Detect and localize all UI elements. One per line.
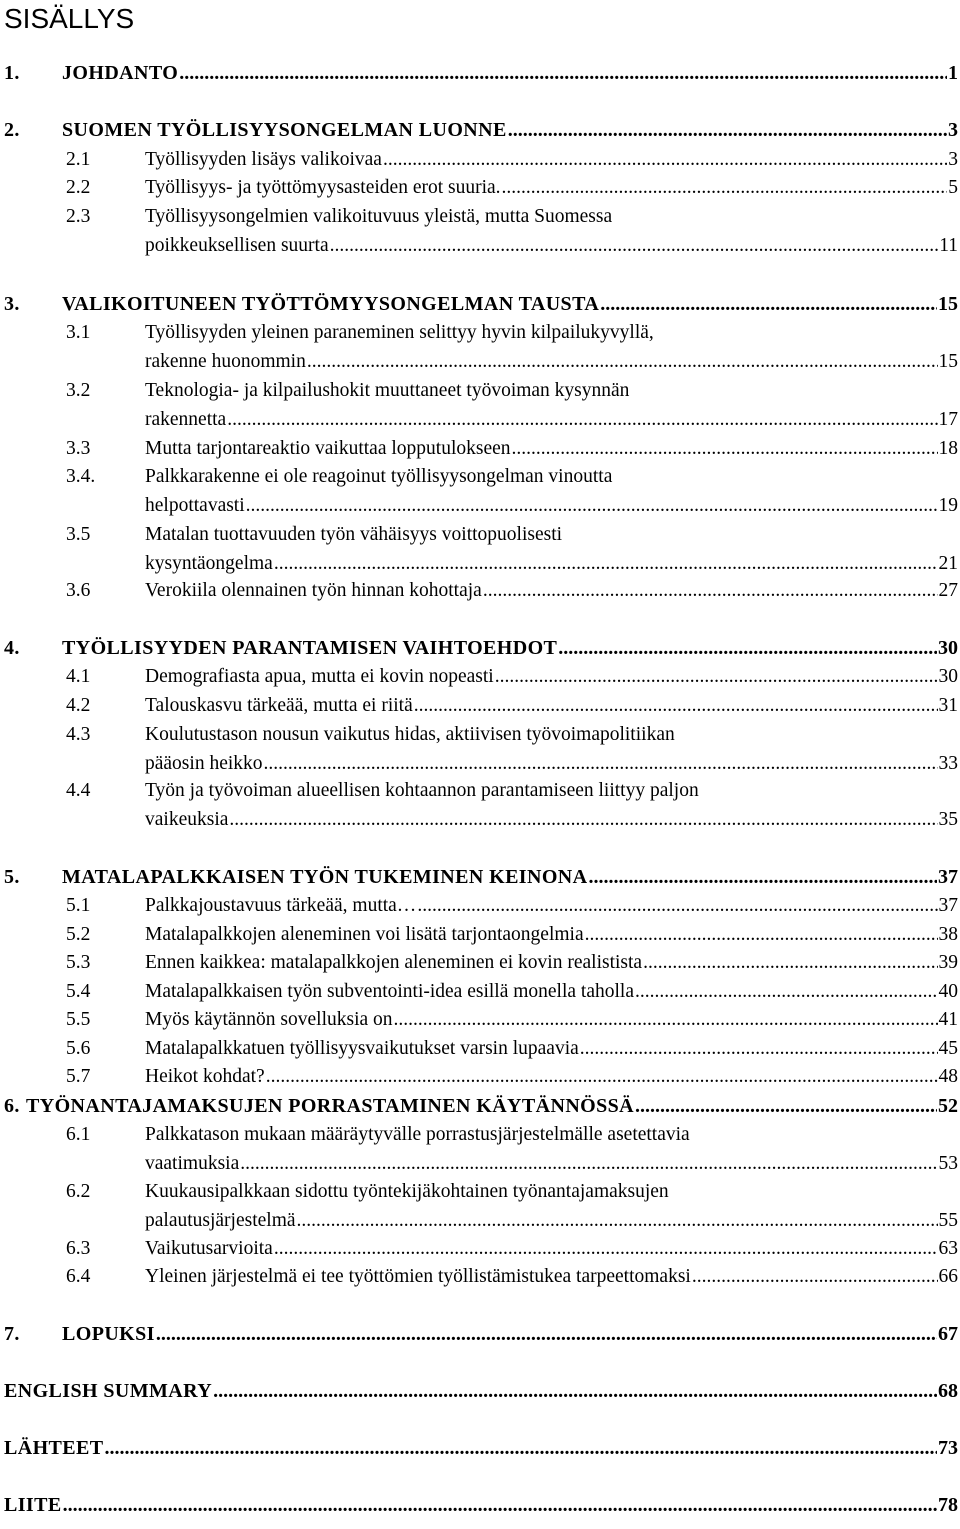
- toc-entry-number: 5.3: [66, 952, 91, 973]
- toc-entry-title: Vaikutusarvioita: [145, 1238, 273, 1259]
- toc-entry-title: Matalapalkkatuen työllisyysvaikutukset varsin lupaavia: [145, 1038, 579, 1059]
- toc-entry-number: 6.: [4, 1095, 20, 1117]
- toc-dot-leader: [266, 1063, 938, 1091]
- toc-entry-number: 4.3: [66, 724, 91, 745]
- toc-entry-title: VALIKOITUNEEN TYÖTTÖMYYSONGELMAN TAUSTA: [62, 293, 600, 315]
- toc-dot-leader: [417, 892, 937, 920]
- page-title: SISÄLLYS: [4, 3, 135, 34]
- toc-entry-number: 5.6: [66, 1038, 91, 1059]
- toc-page-number: 53: [938, 1152, 958, 1174]
- toc-dot-leader: [495, 663, 938, 691]
- toc-dot-leader: [635, 1092, 937, 1120]
- toc-entry-title: poikkeuksellisen suurta: [145, 234, 329, 256]
- toc-page-number: 19: [938, 494, 958, 516]
- toc-entry-title: helpottavasti: [145, 494, 245, 516]
- toc-entry-title: Kuukausipalkkaan sidottu työntekijäkohtainen työnantajamaksujen: [145, 1181, 669, 1202]
- toc-entry-title: Teknologia- ja kilpailushokit muuttaneet työvoiman kysynnän: [145, 380, 630, 401]
- toc-entry-title: Ennen kaikkea: matalapalkkojen aleneminen ei kovin realistista: [145, 952, 643, 973]
- toc-entry-title: Palkkajoustavuus tärkeää, mutta…: [145, 895, 417, 916]
- toc-page-number: 40: [938, 981, 958, 1002]
- toc-dot-leader: [264, 750, 938, 778]
- toc-entry-number: 7.: [4, 1323, 20, 1345]
- toc-dot-leader: [512, 435, 938, 463]
- toc-dot-leader: [330, 232, 939, 260]
- toc-entry-title: Myös käytännön sovelluksia on: [145, 1009, 393, 1030]
- toc-dot-leader: [307, 348, 938, 376]
- toc-dot-leader: [229, 806, 937, 834]
- toc-entry-title: Työllisyysongelmien valikoituvuus yleistä, mutta Suomessa: [145, 206, 613, 227]
- toc-dot-leader: [502, 174, 948, 202]
- toc-page-number: 1: [948, 62, 958, 84]
- toc-dot-leader: [383, 146, 947, 174]
- toc-dot-leader: [643, 949, 937, 977]
- toc-entry-number: 3.6: [66, 580, 91, 601]
- toc-dot-leader: [240, 1150, 937, 1178]
- toc-entry-number: 4.2: [66, 695, 91, 716]
- toc-entry-title: Työllisyyden lisäys valikoivaa: [145, 149, 382, 170]
- toc-page-number: 67: [938, 1323, 958, 1345]
- toc-page-number: 39: [938, 952, 958, 973]
- toc-dot-leader: [213, 1377, 937, 1405]
- toc-entry-title: JOHDANTO: [62, 62, 179, 84]
- toc-dot-leader: [246, 492, 938, 520]
- toc-entry-title: Demografiasta apua, mutta ei kovin nopeasti: [145, 666, 494, 687]
- toc-entry-title: Yleinen järjestelmä ei tee työttömien työllistämistukea tarpeettomaksi: [145, 1266, 691, 1287]
- toc-entry-number: 6.3: [66, 1238, 91, 1259]
- toc-page-number: 27: [938, 580, 958, 601]
- toc-dot-leader: [274, 550, 938, 578]
- toc-entry-title: TYÖLLISYYDEN PARANTAMISEN VAIHTOEHDOT: [62, 637, 558, 659]
- toc-dot-leader: [580, 1035, 938, 1063]
- toc-entry-number: 5.5: [66, 1009, 91, 1030]
- toc-entry-number: 2.3: [66, 206, 91, 227]
- toc-dot-leader: [635, 978, 938, 1006]
- toc-dot-leader: [483, 577, 938, 605]
- toc-entry-number: 4.: [4, 637, 20, 659]
- toc-entry-number: 4.1: [66, 666, 91, 687]
- toc-page-number: 15: [938, 293, 958, 315]
- toc-page-number: 33: [938, 752, 958, 774]
- toc-page-number: 3: [948, 149, 958, 170]
- toc-entry-title: Palkkatason mukaan määräytyvälle porrastusjärjestelmälle asetettavia: [145, 1124, 690, 1145]
- toc-dot-leader: [414, 692, 938, 720]
- toc-page-number: 41: [938, 1009, 958, 1030]
- toc-entry-title: LÄHTEET: [4, 1437, 104, 1459]
- toc-page-number: 37: [938, 895, 958, 916]
- toc-page-number: 45: [938, 1038, 958, 1059]
- toc-entry-title: TYÖNANTAJAMAKSUJEN PORRASTAMINEN KÄYTÄNNÖSSÄ: [26, 1095, 635, 1117]
- toc-entry-title: LOPUKSI: [62, 1323, 155, 1345]
- toc-entry-title: MATALAPALKKAISEN TYÖN TUKEMINEN KEINONA: [62, 866, 588, 888]
- toc-entry-title: Mutta tarjontareaktio vaikuttaa lopputulokseen: [145, 438, 511, 459]
- toc-entry-number: 5.7: [66, 1066, 91, 1087]
- toc-entry-title: ENGLISH SUMMARY: [4, 1380, 213, 1402]
- toc-entry-number: 3.1: [66, 322, 91, 343]
- toc-dot-leader: [156, 1320, 937, 1348]
- toc-entry-title: Koulutustason nousun vaikutus hidas, aktiivisen työvoimapolitiikan: [145, 724, 675, 745]
- toc-dot-leader: [558, 634, 937, 662]
- toc-entry-number: 5.1: [66, 895, 91, 916]
- toc-page-number: 37: [938, 866, 958, 888]
- toc-entry-title: vaatimuksia: [145, 1152, 240, 1174]
- toc-dot-leader: [588, 863, 937, 891]
- toc-page-number: 63: [938, 1238, 958, 1259]
- toc-entry-title: Heikot kohdat?: [145, 1066, 265, 1087]
- toc-dot-leader: [297, 1207, 938, 1235]
- toc-entry-title: Palkkarakenne ei ole reagoinut työllisyysongelman vinoutta: [145, 466, 613, 487]
- toc-entry-number: 3.: [4, 293, 20, 315]
- toc-entry-title: Talouskasvu tärkeää, mutta ei riitä: [145, 695, 413, 716]
- toc-page-number: 52: [938, 1095, 958, 1117]
- toc-entry-number: 5.: [4, 866, 20, 888]
- toc-entry-title: LIITE: [4, 1494, 62, 1516]
- toc-dot-leader: [508, 116, 947, 144]
- toc-entry-title: Matalan tuottavuuden työn vähäisyys voittopuolisesti: [145, 524, 563, 545]
- toc-page-number: 48: [938, 1066, 958, 1087]
- toc-dot-leader: [692, 1263, 938, 1291]
- toc-page-number: 66: [938, 1266, 958, 1287]
- toc-page-number: 5: [948, 177, 958, 198]
- toc-entry-title: pääosin heikko: [145, 752, 263, 774]
- toc-entry-title: SUOMEN TYÖLLISYYSONGELMAN LUONNE: [62, 119, 507, 141]
- toc-page-number: 35: [938, 808, 958, 830]
- toc-entry-title: rakenne huonommin: [145, 350, 306, 372]
- toc-entry-number: 6.4: [66, 1266, 91, 1287]
- toc-page-number: 11: [939, 234, 958, 256]
- toc-entry-number: 3.3: [66, 438, 91, 459]
- toc-page-number: 73: [938, 1437, 958, 1459]
- toc-page-number: 78: [938, 1494, 958, 1516]
- toc-entry-title: Matalapalkkaisen työn subventointi-idea esillä monella taholla: [145, 981, 634, 1002]
- toc-page-number: 21: [938, 552, 958, 574]
- toc-entry-number: 6.2: [66, 1181, 91, 1202]
- toc-page-number: 3: [948, 119, 958, 141]
- toc-entry-number: 6.1: [66, 1124, 91, 1145]
- toc-entry-title: rakennetta: [145, 408, 227, 430]
- toc-entry-title: palautusjärjestelmä: [145, 1209, 296, 1231]
- toc-entry-title: Työllisyyden yleinen paraneminen selittyy hyvin kilpailukyvyllä,: [145, 322, 654, 343]
- toc-entry-number: 3.5: [66, 524, 91, 545]
- toc-entry-title: Verokiila olennainen työn hinnan kohottaja: [145, 580, 482, 601]
- toc-entry-number: 5.2: [66, 924, 91, 945]
- toc-entry-title: Työllisyys- ja työttömyysasteiden erot suuria.: [145, 177, 501, 198]
- toc-entry-title: Työn ja työvoiman alueellisen kohtaannon parantamiseen liittyy paljon: [145, 780, 699, 801]
- toc-entry-number: 2.: [4, 119, 20, 141]
- toc-dot-leader: [63, 1491, 937, 1519]
- toc-dot-leader: [585, 921, 938, 949]
- toc-entry-number: 2.1: [66, 149, 91, 170]
- toc-page-number: 55: [938, 1209, 958, 1231]
- toc-dot-leader: [274, 1235, 938, 1263]
- toc-entry-number: 5.4: [66, 981, 91, 1002]
- toc-page-number: 31: [938, 695, 958, 716]
- toc-dot-leader: [394, 1006, 938, 1034]
- toc-dot-leader: [600, 290, 937, 318]
- toc-dot-leader: [227, 406, 937, 434]
- toc-entry-number: 4.4: [66, 780, 91, 801]
- toc-entry-title: Matalapalkkojen aleneminen voi lisätä tarjontaongelmia: [145, 924, 584, 945]
- toc-page-number: 68: [938, 1380, 958, 1402]
- toc-page-number: 18: [938, 438, 958, 459]
- toc-page-number: 15: [938, 350, 958, 372]
- toc-page-number: 38: [938, 924, 958, 945]
- toc-page-number: 17: [938, 408, 958, 430]
- toc-entry-number: 3.2: [66, 380, 91, 401]
- toc-dot-leader: [105, 1434, 938, 1462]
- toc-entry-number: 3.4.: [66, 466, 96, 487]
- toc-entry-number: 2.2: [66, 177, 91, 198]
- toc-page-number: 30: [938, 666, 958, 687]
- toc-dot-leader: [179, 59, 947, 87]
- toc-entry-number: 1.: [4, 62, 20, 84]
- toc-page-number: 30: [938, 637, 958, 659]
- toc-entry-title: kysyntäongelma: [145, 552, 273, 574]
- toc-entry-title: vaikeuksia: [145, 808, 229, 830]
